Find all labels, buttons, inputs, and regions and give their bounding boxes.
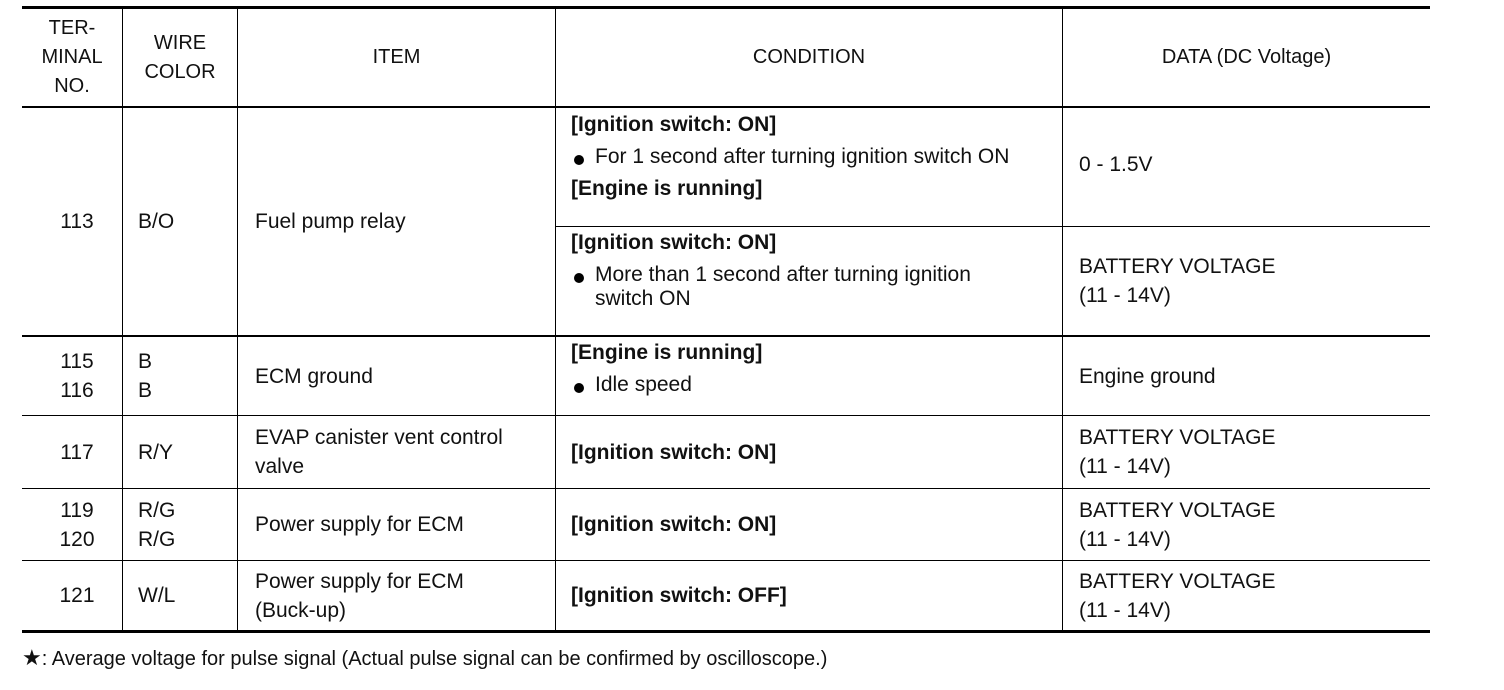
footnote-text: : Average voltage for pulse signal (Actual pulse signal can be confirmed by oscilloscope.) [41,648,828,670]
item-name: EVAP canister vent control valve [255,426,503,478]
wire-color: R/Y [138,440,174,464]
condition-heading: [Ignition switch: ON] [571,440,777,464]
header-condition: CONDITION [752,46,866,68]
wire-color: W/L [138,584,176,607]
wire-color: B B [138,350,153,402]
terminal-number: 115 116 [60,350,94,402]
wire-color: B/O [138,210,175,233]
item-name: Power supply for ECM (Buck-up) [255,569,464,622]
data-value: Engine ground [1079,364,1216,388]
condition-heading: [Engine is running] [571,341,763,364]
footnote [22,645,827,672]
condition-cell [571,113,1061,201]
wire-color: R/G R/G [138,498,176,551]
terminal-number: 113 [60,210,94,233]
condition-heading: [Ignition switch: OFF] [571,584,787,607]
condition-bullet: For 1 second after turning ignition switch ON [571,145,1061,169]
data-value: BATTERY VOLTAGE (11 - 14V) [1079,569,1276,622]
header-data: DATA (DC Voltage) [1161,46,1332,68]
condition-bullet: Idle speed [571,373,1061,397]
condition-heading: [Ignition switch: ON] [571,513,777,536]
header-terminal-no: TER- MINAL NO. [41,17,103,97]
data-value: BATTERY VOLTAGE (11 - 14V) [1079,255,1276,307]
terminal-number: 117 [60,440,94,464]
header-wire-color: WIRE COLOR [144,31,216,83]
item-name: Power supply for ECM [255,513,464,536]
data-value: BATTERY VOLTAGE (11 - 14V) [1079,426,1276,478]
star-icon: ★ [22,645,42,670]
item-name: Fuel pump relay [255,210,406,233]
data-value: 0 - 1.5V [1079,153,1153,176]
terminal-number: 119 120 [59,498,95,551]
condition-heading: [Engine is running] [571,177,763,200]
header-item: ITEM [372,46,421,68]
condition-bullet: More than 1 second after turning ignition switch ON [571,263,1061,311]
condition-heading: [Ignition switch: ON] [571,231,777,254]
item-name: ECM ground [255,364,373,388]
condition-heading: [Ignition switch: ON] [571,113,777,136]
table-bottom-border [22,630,1430,633]
condition-cell [571,341,1061,397]
condition-cell [571,231,1061,311]
terminal-number: 121 [59,584,95,607]
data-value: BATTERY VOLTAGE (11 - 14V) [1079,498,1276,551]
